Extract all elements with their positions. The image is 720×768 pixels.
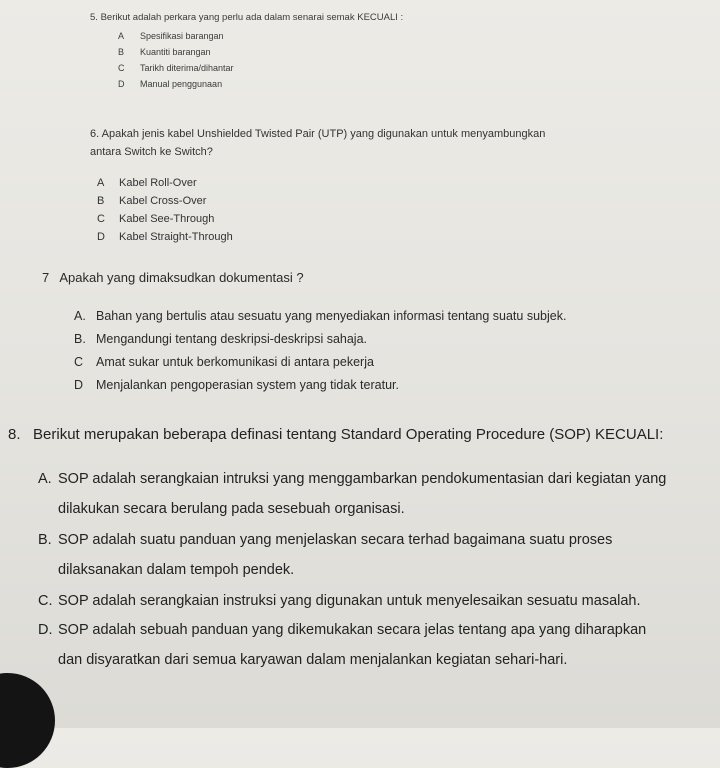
- question-text-line1: Apakah jenis kabel Unshielded Twisted Pair (UTP) yang digunakan untuk menyambungkan: [101, 128, 546, 140]
- question-8: [8, 426, 663, 443]
- question-number: 6.: [90, 128, 100, 140]
- option-b: B Kuantiti barangan: [118, 47, 211, 57]
- option-a: A. Bahan yang bertulis atau sesuatu yang menyediakan informasi tentang suatu subjek.: [74, 309, 567, 323]
- question-5: [90, 12, 403, 23]
- option-a: A. SOP adalah serangkaian intruksi yang menggambarkan pendokumentasian dari kegiatan yang dilakukan secara berulang pada sesebuah organisasi.: [38, 471, 667, 517]
- dark-corner-shadow: [0, 673, 55, 768]
- option-a: A Kabel Roll-Over: [97, 177, 197, 189]
- question-number: 8.: [8, 426, 21, 443]
- option-c: C. SOP adalah serangkaian instruksi yang digunakan untuk menyelesaikan sesuatu masalah.: [38, 593, 641, 609]
- option-c: C Amat sukar untuk berkomunikasi di antara pekerja: [74, 355, 374, 369]
- question-text-line2: antara Switch ke Switch?: [90, 146, 213, 158]
- question-text: Berikut adalah perkara yang perlu ada dalam senarai semak KECUALI :: [100, 12, 404, 23]
- option-a: A Spesifikasi barangan: [118, 31, 224, 41]
- option-b: B Kabel Cross-Over: [97, 195, 207, 207]
- option-c: C Tarikh diterima/dihantar: [118, 63, 234, 73]
- question-text: Berikut merupakan beberapa definasi tentang Standard Operating Procedure (SOP) KECUALI:: [33, 426, 664, 443]
- option-b: B. SOP adalah suatu panduan yang menjelaskan secara terhad bagaimana suatu proses dilaksanakan dalam tempoh pendek.: [38, 532, 613, 578]
- option-d: D Menjalankan pengoperasian system yang tidak teratur.: [74, 378, 399, 392]
- question-text: Apakah yang dimaksudkan dokumentasi ?: [59, 270, 304, 285]
- option-b: B. Mengandungi tentang deskripsi-deskripsi sahaja.: [74, 332, 367, 346]
- question-number: 5.: [90, 12, 98, 23]
- option-d: D. SOP adalah sebuah panduan yang dikemukakan secara jelas tentang apa yang diharapkan dan disyaratkan dari semua karyawan dalam menjalankan kegiatan sehari-hari.: [38, 622, 647, 668]
- question-number: 7: [42, 270, 50, 285]
- option-c: C Kabel See-Through: [97, 213, 215, 225]
- question-7: [42, 270, 304, 285]
- option-d: D Kabel Straight-Through: [97, 231, 233, 243]
- question-6: [90, 128, 545, 158]
- option-d: D Manual penggunaan: [118, 79, 223, 89]
